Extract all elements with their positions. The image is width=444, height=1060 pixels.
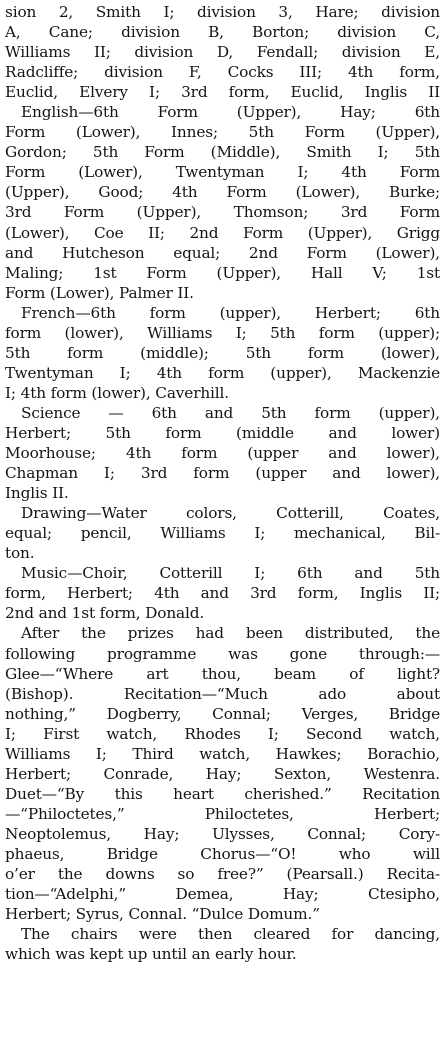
text-line: 2nd and 1st form, Donald.: [5, 604, 205, 623]
article-paragraph: [5, 102, 440, 302]
text-line: French—6th form (upper), Herbert; 6th: [21, 303, 440, 322]
text-line: (Upper), Good; 4th Form (Lower), Burke;: [5, 183, 440, 202]
text-line: equal; pencil, Williams I; mechanical, Bil-: [5, 524, 440, 543]
text-line: 5th form (middle); 5th form (lower),: [5, 343, 440, 362]
text-line: Neoptolemus, Hay; Ulysses, Connal; Cory-: [5, 824, 440, 843]
text-line: form, Herbert; 4th and 3rd form, Inglis II;: [5, 584, 440, 603]
article-paragraph: [5, 503, 440, 563]
article-paragraph: [5, 563, 440, 623]
text-line: Gordon; 5th Form (Middle), Smith I; 5th: [5, 143, 440, 162]
text-line: form (lower), Williams I; 5th form (upper);: [5, 323, 440, 342]
article-paragraph: [5, 623, 440, 924]
text-line: Music—Choir, Cotterill I; 6th and 5th: [21, 564, 440, 583]
text-line: (Bishop). Recitation—“Much ado about: [5, 684, 440, 703]
text-line: A, Cane; division B, Borton; division C,: [5, 23, 440, 42]
text-line: The chairs were then cleared for dancing,: [21, 925, 440, 944]
text-line: English—6th Form (Upper), Hay; 6th: [21, 103, 440, 122]
text-line: Herbert; 5th form (middle and lower): [5, 423, 440, 442]
text-line: Drawing—Water colors, Cotterill, Coates,: [21, 504, 440, 523]
article-paragraph: [5, 2, 440, 102]
text-line: Herbert; Syrus, Connal. “Dulce Domum.”: [5, 905, 320, 924]
text-line: After the prizes had been distributed, the: [21, 624, 440, 643]
text-line: which was kept up until an early hour.: [5, 945, 297, 964]
text-line: and Hutcheson equal; 2nd Form (Lower),: [5, 243, 440, 262]
text-line: Form (Lower), Innes; 5th Form (Upper),: [5, 123, 440, 142]
text-line: Duet—“By this heart cherished.” Recitation: [5, 784, 440, 803]
text-line: Moorhouse; 4th form (upper and lower),: [5, 444, 440, 463]
text-line: o’er the downs so free?” (Pearsall.) Recita-: [5, 865, 440, 884]
text-line: I; First watch, Rhodes I; Second watch,: [5, 724, 440, 743]
text-line: 3rd Form (Upper), Thomson; 3rd Form: [5, 203, 440, 222]
text-line: sion 2, Smith I; division 3, Hare; division: [5, 3, 440, 21]
text-line: Twentyman I; 4th form (upper), Mackenzie: [5, 363, 440, 382]
article-paragraph: [5, 924, 440, 964]
text-line: I; 4th form (lower), Caverhill.: [5, 383, 229, 402]
text-line: (Lower), Coe II; 2nd Form (Upper), Grigg: [5, 223, 440, 242]
text-line: Form (Lower), Palmer II.: [5, 283, 194, 302]
text-line: Maling; 1st Form (Upper), Hall V; 1st: [5, 263, 440, 282]
text-line: Williams I; Third watch, Hawkes; Borachio,: [5, 744, 440, 763]
text-line: following programme was gone through:—: [5, 644, 440, 663]
text-line: Herbert; Conrade, Hay; Sexton, Westenra.: [5, 764, 440, 783]
text-line: Euclid, Elvery I; 3rd form, Euclid, Inglis II: [5, 83, 440, 102]
text-line: Form (Lower), Twentyman I; 4th Form: [5, 163, 440, 182]
text-line: nothing,” Dogberry, Connal; Verges, Bridge: [5, 704, 440, 723]
text-line: Inglis II.: [5, 484, 69, 503]
text-line: Williams II; division D, Fendall; division E,: [5, 43, 440, 62]
article-paragraph: [5, 403, 440, 503]
article-paragraph: [5, 303, 440, 403]
text-line: Chapman I; 3rd form (upper and lower),: [5, 464, 440, 483]
text-line: Glee—“Where art thou, beam of light?: [5, 664, 440, 683]
text-line: Science — 6th and 5th form (upper),: [21, 403, 440, 422]
text-line: tion—“Adelphi,” Demea, Hay; Ctesipho,: [5, 885, 440, 904]
text-line: phaeus, Bridge Chorus—“O! who will: [5, 844, 440, 863]
text-line: Radcliffe; division F, Cocks III; 4th form,: [5, 63, 440, 82]
text-line: ton.: [5, 544, 35, 563]
text-line: —“Philoctetes,” Philoctetes, Herbert;: [5, 804, 440, 823]
